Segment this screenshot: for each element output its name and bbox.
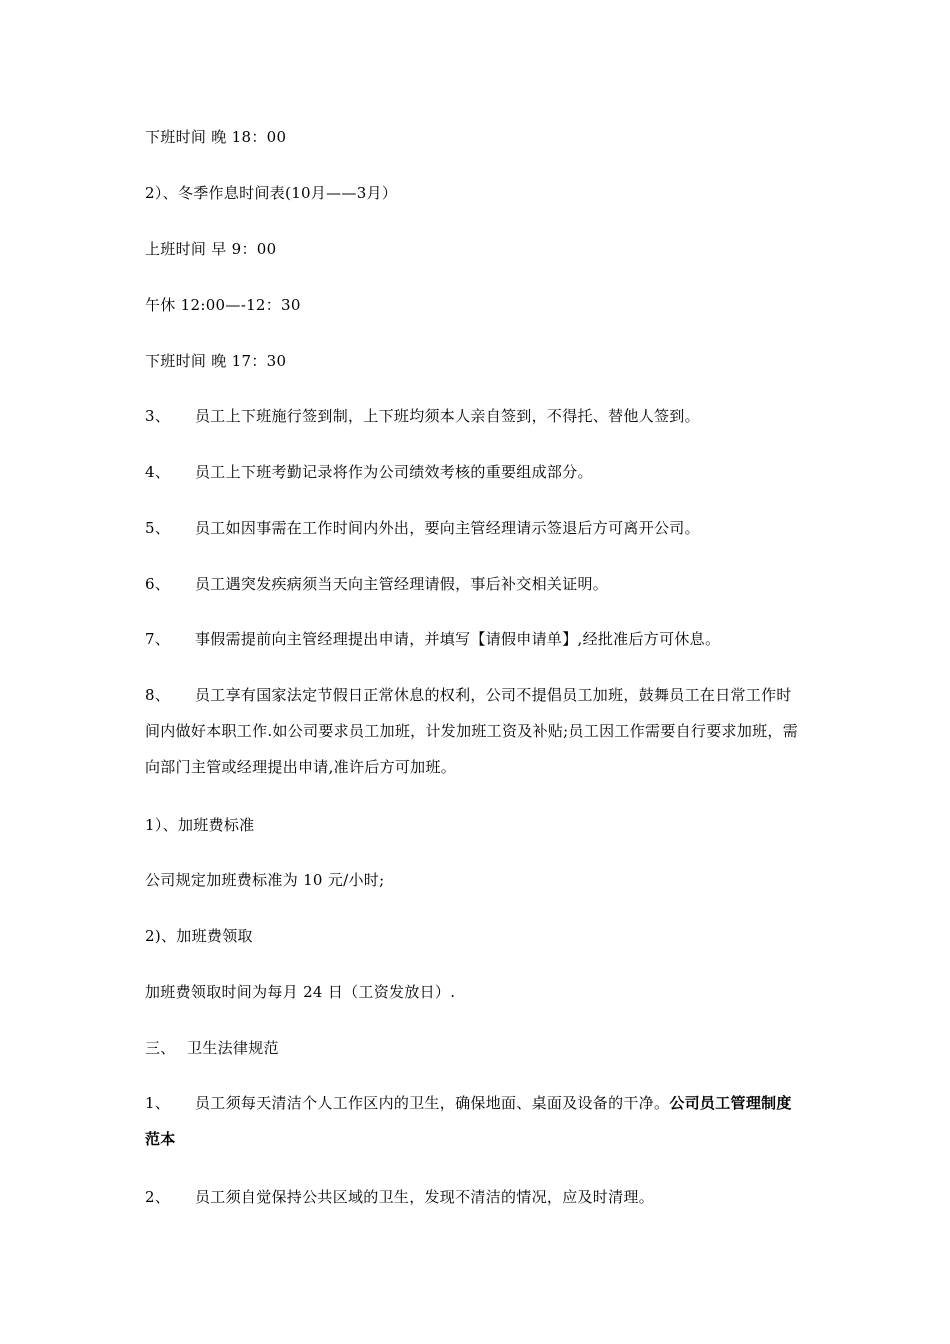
list-text: 事假需提前向主管经理提出申请，并填写【请假申请单】,经批准后方可休息。: [195, 630, 721, 648]
bold-inline-title: 公司员工管理制度范本: [145, 1094, 792, 1148]
section-title: 卫生法律规范: [187, 1039, 279, 1057]
list-text: 员工遇突发疾病须当天向主管经理请假，事后补交相关证明。: [195, 575, 609, 593]
list-number: 6、: [145, 575, 171, 593]
list-item-6: [145, 574, 608, 594]
list-item-8: [145, 677, 805, 785]
section-number: 三、: [145, 1039, 176, 1057]
paragraph-winter-schedule-heading: 2）、冬季作息时间表(10月——3月）: [145, 184, 398, 202]
list-text: 员工如因事需在工作时间内外出，要向主管经理请示签退后方可离开公司。: [195, 519, 700, 537]
list-number: 8、: [145, 686, 171, 704]
hygiene-item-2: [145, 1187, 654, 1207]
paragraph-overtime-standard-heading: 1）、加班费标准: [145, 816, 255, 834]
list-number: 1、: [145, 1094, 171, 1112]
paragraph-offwork-winter: 下班时间 晚 17：30: [145, 352, 287, 370]
paragraph-lunch-winter: 午休 12:00—-12：30: [145, 296, 301, 314]
list-text: 员工须自觉保持公共区域的卫生，发现不清洁的情况，应及时清理。: [195, 1188, 655, 1206]
list-item-4: [145, 462, 593, 482]
paragraph-onwork-winter: 上班时间 早 9：00: [145, 240, 277, 258]
list-item-5: [145, 518, 700, 538]
paragraph-overtime-collection-heading: 2)、加班费领取: [145, 927, 253, 945]
list-text: 员工享有国家法定节假日正常休息的权利，公司不提倡员工加班，鼓舞员工在日常工作时间内做好本职工作.如公司要求员工加班，计发加班工资及补贴;员工因工作需要自行要求加班，需向部门主管或经理提出申请,准许后方可加班。: [145, 686, 799, 776]
list-number: 2、: [145, 1188, 171, 1206]
list-number: 3、: [145, 407, 171, 425]
list-text: 员工上下班考勤记录将作为公司绩效考核的重要组成部分。: [195, 463, 593, 481]
list-text: 员工上下班施行签到制，上下班均须本人亲自签到，不得托、替他人签到。: [195, 407, 700, 425]
section-heading-hygiene: [145, 1038, 279, 1058]
list-item-7: [145, 629, 720, 649]
paragraph-offwork-summer: 下班时间 晚 18：00: [145, 128, 287, 146]
list-item-3: [145, 406, 700, 426]
list-text: 员工须每天清洁个人工作区内的卫生，确保地面、桌面及设备的干净。: [195, 1094, 670, 1112]
list-number: 7、: [145, 630, 171, 648]
paragraph-overtime-standard: 公司规定加班费标准为 10 元/小时;: [145, 871, 385, 889]
list-number: 5、: [145, 519, 171, 537]
list-number: 4、: [145, 463, 171, 481]
paragraph-overtime-collection: 加班费领取时间为每月 24 日（工资发放日）.: [145, 983, 456, 1001]
hygiene-item-1: [145, 1085, 805, 1157]
